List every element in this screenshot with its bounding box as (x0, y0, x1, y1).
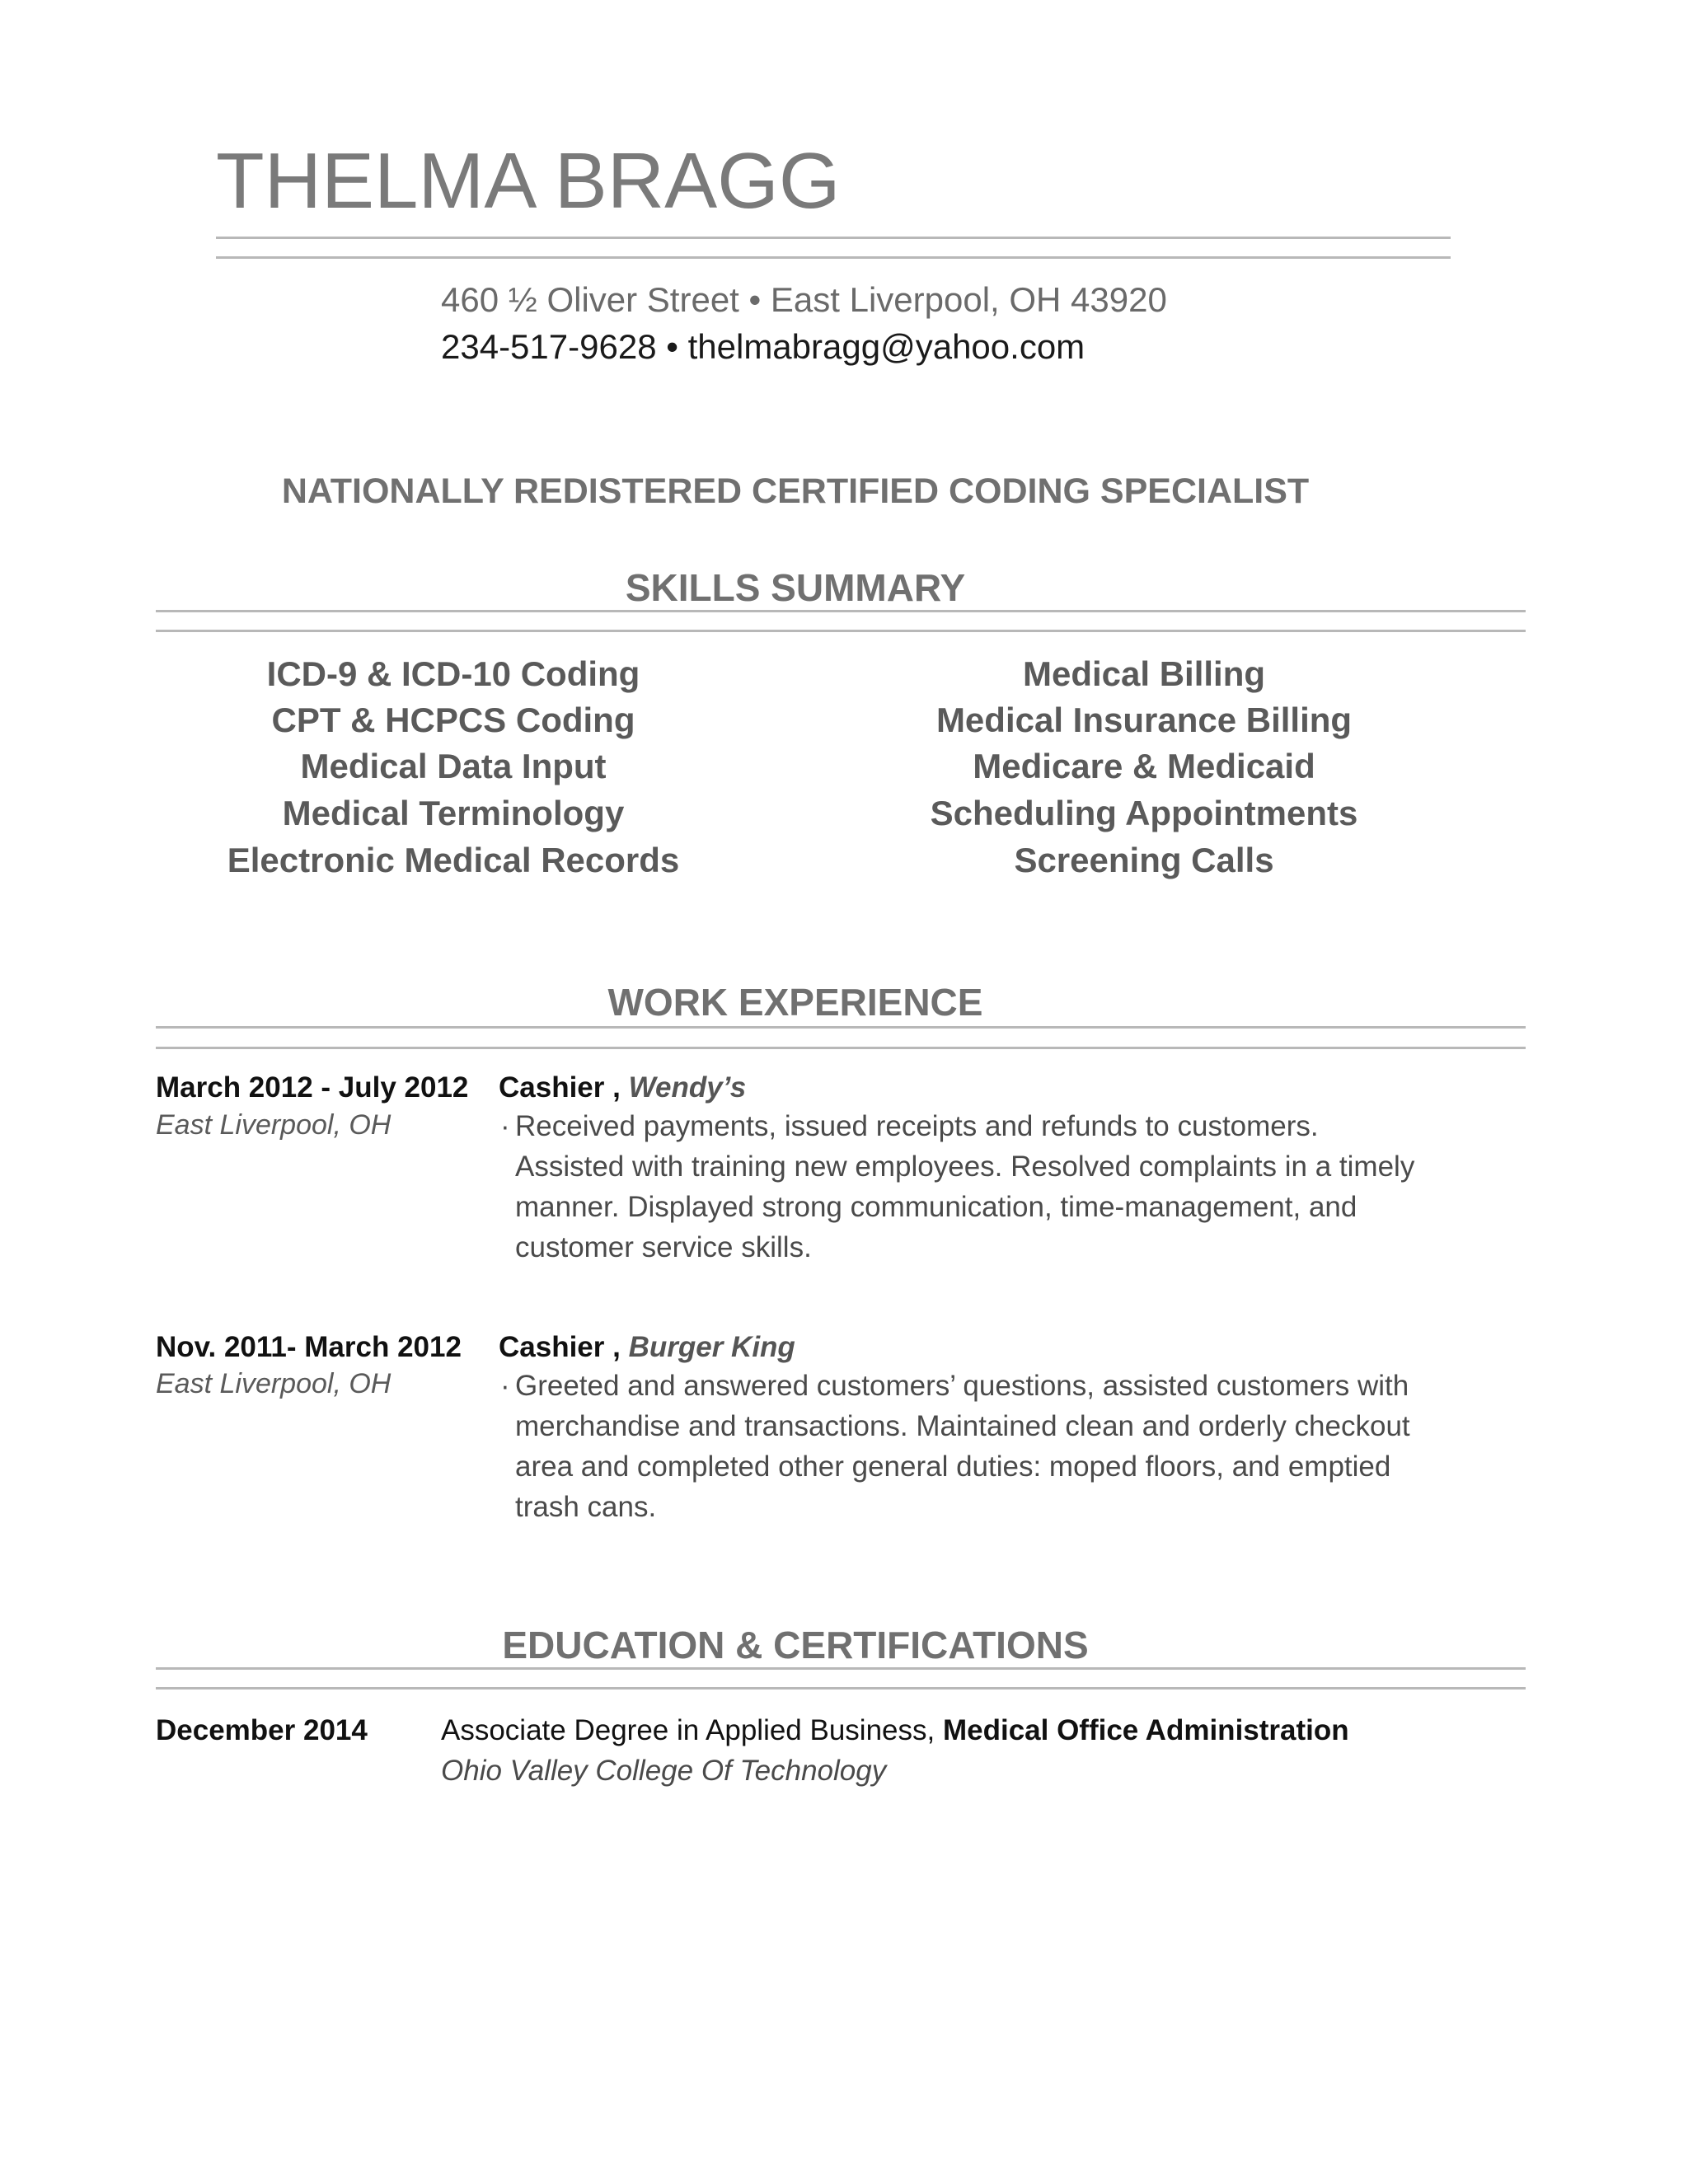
job-description (499, 1106, 1471, 1268)
bullet-marker: · (500, 1110, 510, 1142)
degree-name: Associate Degree in Applied Business, (441, 1714, 943, 1746)
job-company: Burger King (628, 1331, 795, 1363)
job-description-line: area and completed other general duties: moped floors, and emptied (515, 1451, 1391, 1483)
professional-headline: NATIONALLY REDISTERED CERTIFIED CODING SPECIALIST (281, 471, 1310, 511)
job-location: East Liverpool, OH (156, 1368, 392, 1399)
job-title (499, 1333, 795, 1361)
bullet-marker: · (500, 1370, 510, 1402)
job-description-line: merchandise and transactions. Maintained clean and orderly checkout (515, 1410, 1410, 1442)
education-degree (441, 1716, 1349, 1745)
job-location: East Liverpool, OH (156, 1109, 392, 1141)
skills-section-title: SKILLS SUMMARY (625, 566, 966, 609)
skill-item: Medical Terminology (282, 794, 625, 832)
education-school: Ohio Valley College Of Technology (441, 1755, 887, 1787)
job-company: Wendy’s (628, 1071, 747, 1104)
skill-item: Medical Insurance Billing (935, 701, 1353, 739)
job-role: Cashier , (499, 1071, 629, 1104)
job-description-line: trash cans. (515, 1491, 657, 1523)
job-dates: March 2012 - July 2012 (156, 1071, 469, 1104)
skill-item: Scheduling Appointments (930, 794, 1358, 832)
work-divider-bottom (156, 1047, 1526, 1049)
job-description (499, 1366, 1471, 1527)
contact-phone-email: 234-517-9628 • thelmabragg@yahoo.com (441, 327, 1085, 366)
skill-item: Medical Data Input (300, 747, 607, 785)
skill-item: CPT & HCPCS Coding (271, 701, 635, 739)
work-divider-top (156, 1026, 1526, 1029)
education-divider-top (156, 1667, 1526, 1670)
skills-divider-top (156, 610, 1526, 612)
education-section-title: EDUCATION & CERTIFICATIONS (502, 1624, 1089, 1666)
job-description-line: Greeted and answered customers’ questions, assisted customers with (515, 1370, 1409, 1402)
job-role: Cashier , (499, 1331, 629, 1363)
header-divider-bottom (216, 256, 1451, 259)
job-description-line: manner. Displayed strong communication, time-management, and (515, 1191, 1357, 1223)
job-title (499, 1073, 746, 1102)
education-date: December 2014 (156, 1714, 368, 1746)
degree-major: Medical Office Administration (942, 1714, 1349, 1746)
skill-item: Medicare & Medicaid (973, 747, 1315, 785)
job-description-line: Assisted with training new employees. Resolved complaints in a timely (515, 1151, 1415, 1183)
skill-item: ICD-9 & ICD-10 Coding (266, 654, 640, 693)
education-divider-bottom (156, 1687, 1526, 1690)
job-description-line: Received payments, issued receipts and refunds to customers. (515, 1110, 1319, 1142)
work-section-title: WORK EXPERIENCE (607, 981, 983, 1024)
job-dates: Nov. 2011- March 2012 (156, 1331, 462, 1363)
skill-item: Medical Billing (1022, 654, 1266, 693)
skill-item: Electronic Medical Records (227, 841, 680, 879)
header-divider-top (216, 237, 1451, 239)
contact-address: 460 ½ Oliver Street • East Liverpool, OH 43920 (441, 280, 1167, 319)
skills-divider-bottom (156, 630, 1526, 632)
job-description-line: customer service skills. (515, 1231, 812, 1263)
candidate-name: THELMA BRAGG (216, 137, 841, 225)
skill-item: Screening Calls (1014, 841, 1274, 879)
